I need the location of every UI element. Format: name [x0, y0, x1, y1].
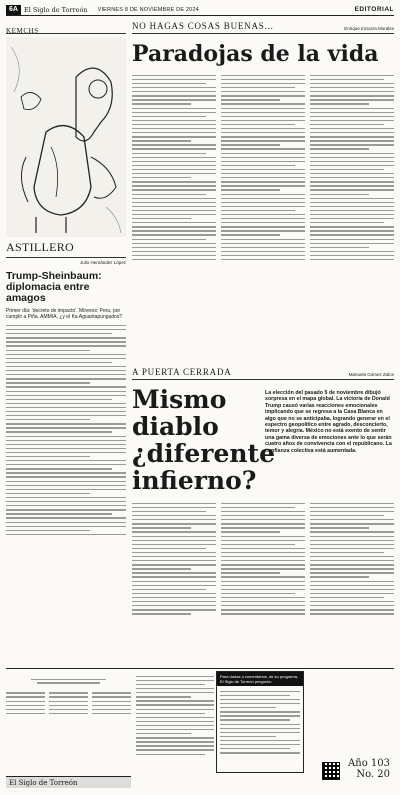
column2-kicker: A PUERTA CERRADA	[132, 367, 232, 377]
column2-text-col-1	[132, 500, 216, 617]
service-items	[217, 686, 303, 758]
column2-headline: Mismo diablo ¿diferente infierno?	[132, 385, 275, 495]
astillero-byline: Julio Hernández López	[79, 260, 126, 265]
column1-headline: Paradojas de la vida	[132, 41, 379, 67]
kemchs-column	[6, 20, 126, 242]
service-header: Para dudas o comentarios, de su programa, El Siglo de Torreón pregunta:	[217, 672, 303, 686]
section-label: EDITORIAL	[354, 6, 394, 13]
column2-body	[132, 500, 394, 617]
column1-kicker: NO HAGAS COSAS BUENAS...	[132, 21, 274, 31]
column2-text-col-2	[221, 500, 305, 617]
column2-byline: Manuela Gómez Zalce	[348, 372, 394, 377]
year-label: Año 103	[348, 758, 390, 769]
footer-logo: El Siglo de Torreón	[6, 776, 131, 788]
issue-number: No. 20	[356, 769, 390, 780]
qr-code-icon	[322, 762, 340, 780]
kemchs-kicker: KEMCHS	[6, 27, 39, 35]
masthead: El Siglo de Torreón	[23, 5, 88, 14]
page-header	[6, 4, 394, 16]
publication-date: VIERNES 8 DE NOVIEMBRE DE 2024	[97, 6, 199, 13]
column-paradojas	[132, 20, 394, 263]
column1-text-col-3	[310, 72, 394, 263]
column1-text-col-1	[132, 72, 216, 263]
column1-byline: Enrique Inzunza Morales	[344, 26, 394, 31]
editorial-cartoon	[6, 37, 126, 237]
editorial-board	[6, 669, 131, 779]
column1-header	[132, 20, 394, 34]
astillero-title: ASTILLERO	[6, 240, 126, 258]
column2-lead: La elección del pasado 5 de noviembre dibujó sorpresa en el mapa global. La victoria de Donald Trump causó varias reacciones emocionales implicando que se regresa a la Casa Blanca en algo que no se anticipaba, logrando generar en el espectro geopolítico entre agrado, desconcierto, temor y alegría. México no está exento de sentir una gama diversa de emociones ante lo que serán cuatro años de convivencia con el republicano. La confianza colectiva está aumentada.	[265, 390, 392, 454]
page-number: 6A	[6, 5, 21, 15]
contact-info	[136, 673, 214, 758]
column1-text-col-2	[221, 72, 305, 263]
astillero-headline: Trump-Sheinbaum: diplomacia entre amagos	[6, 270, 102, 304]
reader-service-box	[216, 671, 304, 773]
astillero-body-text	[6, 325, 126, 535]
column-mismo-diablo	[132, 366, 394, 617]
column2-header	[132, 366, 394, 380]
astillero-column	[6, 240, 126, 538]
column1-body	[132, 72, 394, 263]
kemchs-header	[6, 20, 126, 34]
volume-info	[348, 758, 390, 780]
page-footer	[6, 668, 394, 788]
astillero-subhead: Primer día: 'decreto de impacto'. Mineros: Peru, por cumplir a Piña. AMMIA, ¿y el Ka Aguantapungados?	[6, 308, 123, 320]
column2-text-col-3	[310, 500, 394, 617]
